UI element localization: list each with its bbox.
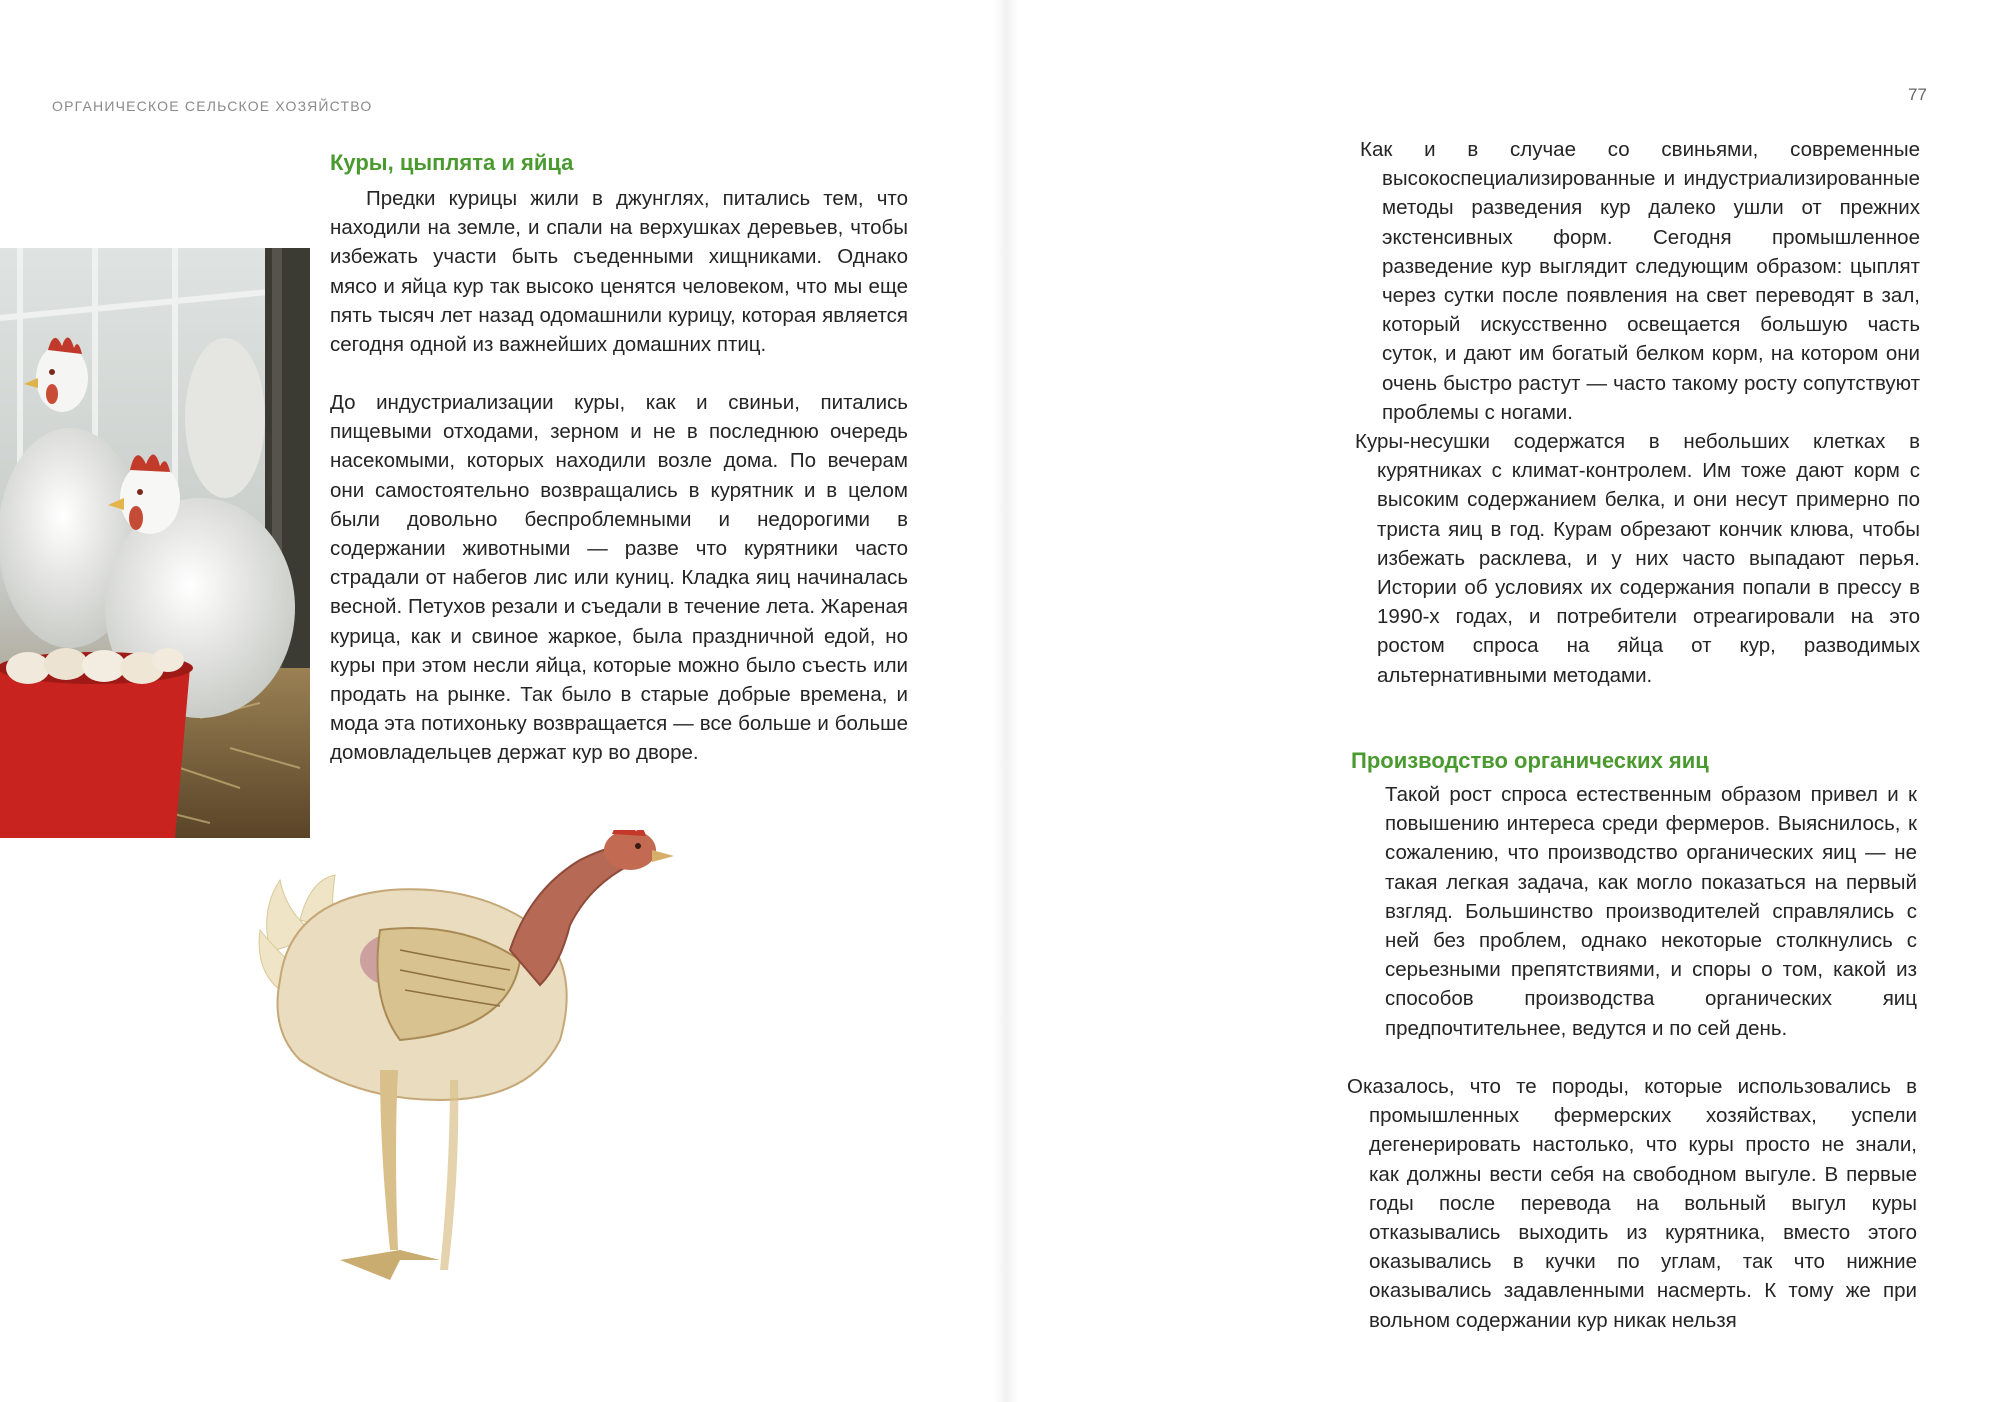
hens-photo <box>0 248 310 838</box>
right-paragraph-2: Куры-несушки содержатся в небольших клетках в курятниках с климат-контролем. Им тоже дают корм с высоким содержанием белка, и они несут примерно по триста яиц в год. Курам обрезают кончик клюва, чтобы избежать расклева, и у них часто выпадают перья. Истории об условиях их содержания попали в прессу в 1990-х годах, и потребители отреагировали на это ростом спроса на яйца от кур, разводимых альтернативными методами. <box>1355 430 1920 687</box>
left-section-heading: Куры, цыплята и яйца <box>330 150 574 175</box>
left-paragraph-2: До индустриализации куры, как и свиньи, питались пищевыми отходами, зерном и не в последнюю очередь насекомыми, которых находили возле дома. По вечерам они самостоятельно возвращались в курятник и в целом были довольно беспроблемными и недорогими в содержании животными — разве что курятники часто страдали от набегов лис или куниц. Кладка яиц начиналась весной. Петухов резали и съедали в течение лета. Жареная курица, как и свиное жаркое, была праздничной едой, но куры при этом несли яйца, которые можно было съесть или продать на рынке. Так было в старые добрые времена, и мода эта потихоньку возвращается — все больше и больше домовладельцев держат кур во дворе. <box>330 391 908 765</box>
right-paragraph-4: Оказалось, что те породы, которые использовались в промышленных фермерских хозяйствах, успели дегенерировать настолько, что куры просто не знали, как должны вести себя на свободном выгуле. В первые годы после перевода на вольный выгул куры отказывались выходить из курятника, вместо этого оказывались в кучки по углам, так что нижние оказывались задавленными насмерть. К тому же при вольном содержании кур никак нельзя <box>1347 1075 1917 1332</box>
book-gutter <box>994 0 1018 1402</box>
right-section-heading: Производство органических яиц <box>1351 748 1709 773</box>
right-paragraph-3: Такой рост спроса естественным образом привел и к повышению интереса среди фермеров. Выяснилось, к сожалению, что производство органических яиц — не такая легкая задача, как могло показаться на первый взгляд. Большинство производителей справлялись с ней без проблем, однако некоторые столкнулись с серьезными препятствиями, и споры о том, какой из способов производства органических яиц предпочтительнее, ведутся и по сей день. <box>1385 783 1917 1040</box>
page-number: 77 <box>1908 85 1927 104</box>
right-paragraph-1: Как и в случае со свиньями, современные высокоспециализированные и индустриализированные методы разведения кур далеко ушли от прежних экстенсивных форм. Сегодня промышленное разведение кур выглядит следующим образом: цыплят через сутки после появления на свет переводят в зал, который искусственно освещается большую часть суток, и дают им богатый белком корм, на котором они очень быстро растут — часто такому росту сопутствуют проблемы с ногами. <box>1360 138 1920 424</box>
left-paragraph-1: Предки курицы жили в джунглях, питались тем, что находили на земле, и спали на верхушках деревьев, чтобы избежать участи быть съеденными хищниками. Однако мясо и яйца кур так высоко ценятся человеком, что мы еще пять тысяч лет назад одомашнили курицу, которая является сегодня одной из важнейших домашних птиц. <box>330 187 908 357</box>
running-head: ОРГАНИЧЕСКОЕ СЕЛЬСКОЕ ХОЗЯЙСТВО <box>52 98 373 114</box>
plucked-chicken-photo <box>250 830 730 1320</box>
